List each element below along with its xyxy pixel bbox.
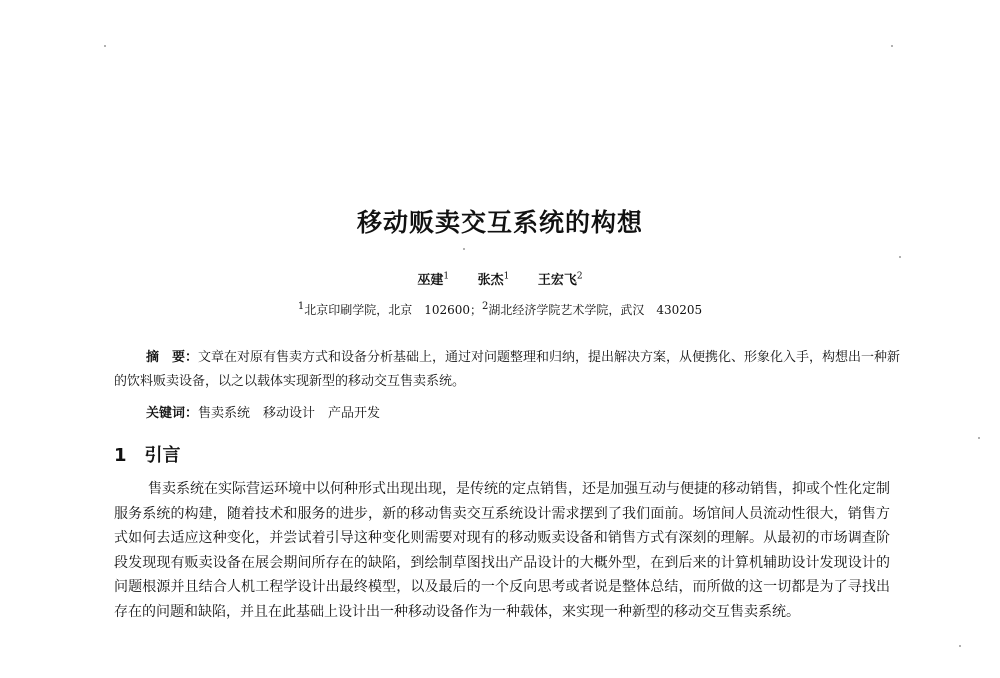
scan-speck <box>978 437 980 439</box>
author-name: 张杰 <box>477 273 504 288</box>
intro-paragraph: 售卖系统在实际营运环境中以何种形式出现出现，是传统的定点销售，还是加强互动与便捷的移动销售，抑或个性化定制服务系统的构建，随着技术和服务的进步，新的移动售卖交互系统设计需求摆到了我们面前。场馆间人员流动性很大，销售方式如何去适应这种变化，并尝试着引导这种变化则需要对现有的移动贩卖设备和销售方式有深刻的理解。从最初的市场调查阶段发现现有贩卖设备在展会期间所存在的缺陷，到绘制草图找出产品设计的大概外型，在到后来的计算机辅助设计发现设计的问题根源并且结合人机工程学设计出最终模型，以及最后的一个反向思考或者说是整体总结，而所做的这一切都是为了寻找出存在的问题和缺陷，并且在此基础上设计出一种移动设备作为一种载体，来实现一种新型的移动交互售卖系统。 <box>114 481 890 620</box>
abstract <box>114 346 904 394</box>
scan-speck <box>104 45 106 47</box>
abstract-text: 文章在对原有售卖方式和设备分析基础上，通过对问题整理和归纳，提出解决方案，从便携化、形象化入手，构想出一种新的饮料贩卖设备，以之以载体实现新型的移动交互售卖系统。 <box>114 350 901 389</box>
section-title: 引言 <box>144 445 181 466</box>
affil-mark-1: 1 <box>297 301 305 312</box>
affiliation-1: 北京印刷学院，北京 102600； <box>304 303 482 317</box>
section-number: 1 <box>114 445 127 466</box>
scan-speck <box>891 45 893 47</box>
author <box>417 269 449 288</box>
author-affil-mark: 1 <box>443 271 450 282</box>
author-affil-mark: 2 <box>576 271 583 282</box>
author-list <box>0 269 1000 288</box>
author-affil-mark: 1 <box>503 271 510 282</box>
keywords <box>114 402 904 426</box>
author <box>538 269 583 288</box>
abstract-label: 摘 要： <box>146 350 199 365</box>
paper-title: 移动贩卖交互系统的构想 <box>356 208 643 237</box>
affil-mark-2: 2 <box>482 301 489 312</box>
section-heading <box>114 441 181 467</box>
author-name: 巫建 <box>417 273 444 288</box>
scan-speck <box>463 248 465 250</box>
affiliation-2: 湖北经济学院艺术学院，武汉 430205 <box>488 303 703 317</box>
keywords-label: 关键词： <box>146 406 199 421</box>
keywords-text: 售卖系统 移动设计 产品开发 <box>198 406 381 421</box>
author <box>478 269 510 288</box>
scan-speck <box>899 256 901 258</box>
author-name: 王宏飞 <box>537 273 577 288</box>
scan-speck <box>959 645 961 647</box>
affiliation-line <box>0 301 1000 318</box>
